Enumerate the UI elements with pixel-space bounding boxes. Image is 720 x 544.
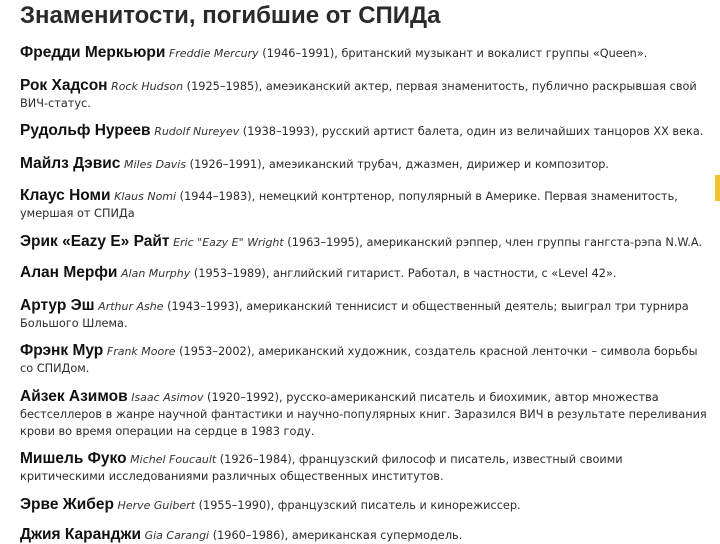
entry-name: Джия Каранджи: [20, 526, 141, 543]
entry-original-name: Isaac Asimov: [131, 391, 204, 404]
entry-original-name: Alan Murphy: [121, 267, 191, 280]
entry-name: Мишель Фуко: [20, 450, 127, 467]
entry-description: (1943–1993), американский теннисист и общественный деятель; выиграл три турнира Большого Шлема.: [20, 300, 689, 330]
entry-description: (1960–1986), американская супермодель.: [209, 529, 463, 542]
entry-item: [20, 496, 710, 514]
page-title: Знаменитости, погибшие от СПИДа: [20, 2, 441, 29]
entry-name: Майлз Дэвис: [20, 155, 121, 172]
entry-original-name: Klaus Nomi: [114, 190, 177, 203]
entry-description: (1946–1991), британский музыкант и вокалист группы «Queen».: [258, 47, 648, 60]
entry-item: [20, 155, 710, 173]
entry-original-name: Rudolf Nureyev: [154, 125, 240, 138]
entry-description: (1953–1989), английский гитарист. Работал, в частности, с «Level 42».: [190, 267, 617, 280]
entry-original-name: Eric "Eazy E" Wright: [173, 236, 284, 249]
entry-original-name: Miles Davis: [123, 158, 187, 171]
entry-description: (1926–1991), амеэиканский трубач, джазмен, дирижер и композитор.: [186, 158, 609, 171]
entry-description: (1938–1993), русский артист балета, один из величайших танцоров XX века.: [239, 125, 704, 138]
entry-description: (1963–1995), американский рэппер, член группы гангста-рэпа N.W.A.: [283, 236, 703, 249]
entry-original-name: Herve Guibert: [117, 499, 196, 512]
entry-name: Алан Мерфи: [20, 264, 118, 281]
entry-original-name: Gia Carangi: [144, 529, 210, 542]
entry-description: (1920–1992), русско-американский писатель и биохимик, автор множества бестселлеров в жанре научной фантастики и научно-популярных книг. Заразился ВИЧ в результате переливания крови во время операции на сердце в 1983 году.: [20, 391, 707, 438]
entry-item: [20, 77, 710, 112]
entry-name: Айзек Азимов: [20, 388, 128, 405]
entry-item: [20, 450, 710, 485]
entry-item: [20, 187, 710, 222]
entry-item: [20, 233, 710, 251]
entry-original-name: Michel Foucault: [130, 453, 217, 466]
entry-original-name: Frank Moore: [106, 345, 176, 358]
entry-description: (1926–1984), французский философ и писатель, известный своими критическими исследованиями различных общественных институтов.: [20, 453, 623, 483]
entry-item: [20, 297, 710, 332]
accent-bar: [715, 175, 720, 201]
entry-original-name: Freddie Mercury: [168, 47, 259, 60]
entry-item: [20, 44, 710, 62]
entry-description: (1944–1983), немецкий контртенор, популярный в Америке. Первая знаменитость, умершая от СПИДа: [20, 190, 678, 220]
entry-item: [20, 526, 710, 544]
entry-item: [20, 264, 710, 282]
entry-item: [20, 342, 710, 377]
entry-name: Рок Хадсон: [20, 77, 108, 94]
entry-name: Эрик «Eazy E» Райт: [20, 233, 170, 250]
entry-description: (1953–2002), американский художник, создатель красной ленточки – символа борьбы со СПИДом.: [20, 345, 698, 375]
entry-item: [20, 122, 710, 140]
entry-original-name: Arthur Ashe: [98, 300, 164, 313]
entry-name: Фрэнк Мур: [20, 342, 104, 359]
entry-original-name: Rock Hudson: [111, 80, 184, 93]
entry-name: Фредди Меркьюри: [20, 44, 166, 61]
entry-item: [20, 388, 710, 440]
entry-description: (1955–1990), французский писатель и кинорежиссер.: [195, 499, 521, 512]
entry-name: Эрве Жибер: [20, 496, 114, 513]
entry-name: Артур Эш: [20, 297, 95, 314]
entry-name: Рудольф Нуреев: [20, 122, 151, 139]
entry-name: Клаус Номи: [20, 187, 111, 204]
entry-description: (1925–1985), амеэиканский актер, первая знаменитость, публично раскрывшая свой ВИЧ-статус.: [20, 80, 697, 110]
